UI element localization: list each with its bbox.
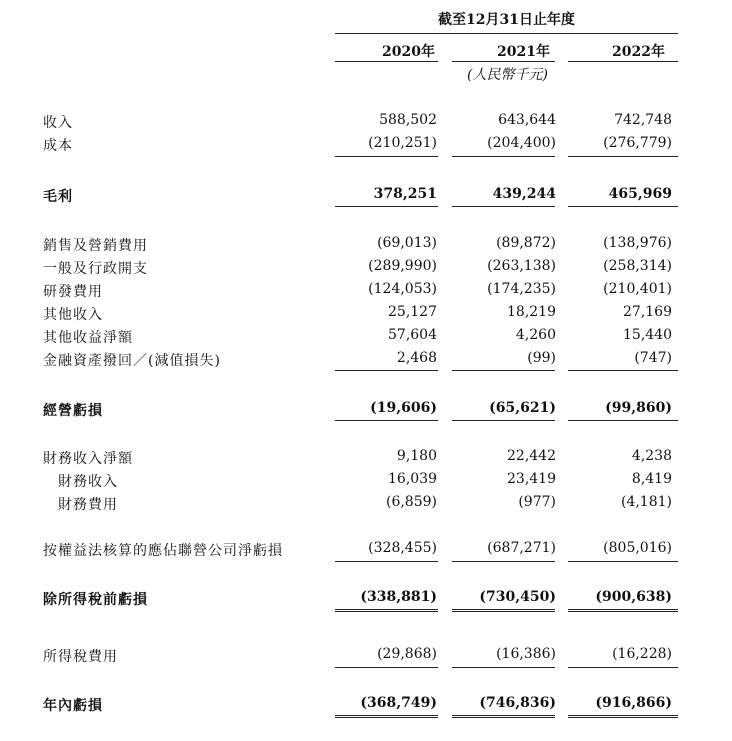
subtotal-rule [335,561,438,562]
total-double-rule [452,609,555,612]
row-value: 18,219 [507,304,556,320]
row-value: (368,749) [360,695,437,711]
row-value: 742,748 [614,112,672,128]
period-header: 截至12月31日止年度 [438,12,575,28]
subtotal-rule [452,206,555,207]
subtotal-rule [335,420,438,421]
row-label-other-gains: 其他收益淨額 [43,330,133,346]
row-value: (210,251) [368,135,437,151]
subtotal-rule [568,561,678,562]
row-value: (805,016) [603,540,672,556]
row-value: 27,169 [623,304,672,320]
row-label-cost: 成本 [43,138,73,154]
total-double-rule [452,715,555,718]
row-label-operating-loss: 經營虧損 [43,403,103,419]
row-value: (204,400) [487,135,556,151]
total-double-rule [335,715,438,718]
row-value: 643,644 [498,112,556,128]
total-double-rule [568,609,678,612]
row-value: 8,419 [631,471,672,487]
year-rule-2022 [568,61,678,62]
row-value: 16,039 [388,471,437,487]
row-label-selling-expenses: 銷售及營銷費用 [43,238,148,254]
row-label-net-finance-income: 財務收入淨額 [43,451,133,467]
row-value: (289,990) [368,258,437,274]
row-value: (900,638) [595,589,672,605]
row-label-impairment: 金融資產撥回／(減值損失) [43,353,221,369]
row-value: (916,866) [595,695,672,711]
row-value: 439,244 [492,186,556,202]
row-value: (328,455) [368,540,437,556]
subtotal-rule [568,420,678,421]
header-rule [335,33,678,34]
row-value: (16,228) [612,646,672,662]
row-value: (6,859) [385,494,437,510]
row-value: (258,314) [603,258,672,274]
subtotal-rule [452,420,555,421]
year-rule-2020 [335,61,438,62]
subtotal-rule [335,206,438,207]
subtotal-rule [452,370,555,371]
subtotal-rule [335,156,438,157]
row-value: (89,872) [496,235,556,251]
row-label-finance-costs: 財務費用 [58,497,118,513]
total-double-rule [335,609,438,612]
row-value: (746,836) [479,695,556,711]
row-value: (16,386) [496,646,556,662]
row-value: (338,881) [360,589,437,605]
subtotal-rule [452,561,555,562]
subtotal-rule [568,156,678,157]
row-value: (99) [527,350,556,366]
row-value: 9,180 [396,448,437,464]
row-value: (19,606) [370,400,437,416]
row-value: 378,251 [373,186,437,202]
row-value: (977) [518,494,556,510]
row-value: 25,127 [388,304,437,320]
row-value: 4,260 [515,327,556,343]
row-value: (29,868) [377,646,437,662]
row-value: 15,440 [623,327,672,343]
row-value: 22,442 [507,448,556,464]
row-value: (276,779) [603,135,672,151]
row-value: (747) [634,350,672,366]
row-value: (730,450) [479,589,556,605]
row-value: 2,468 [396,350,437,366]
row-label-admin-expenses: 一般及行政開支 [43,261,148,277]
row-value: (138,976) [603,235,672,251]
subtotal-rule [335,370,438,371]
row-label-rd-expenses: 研發費用 [43,284,103,300]
subtotal-rule [568,206,678,207]
subtotal-rule [335,667,438,668]
row-label-loss-before-tax: 除所得稅前虧損 [43,592,148,608]
row-label-share-of-associates-loss: 按權益法核算的應佔聯營公司淨虧損 [43,543,283,559]
subtotal-rule [568,370,678,371]
subtotal-rule [452,667,555,668]
year-2020-header: 2020年 [382,44,435,60]
row-value: (263,138) [487,258,556,274]
row-label-other-income: 其他收入 [43,307,103,323]
row-value: (174,235) [487,281,556,297]
year-rule-2021 [452,61,555,62]
row-value: 57,604 [388,327,437,343]
row-value: 4,238 [631,448,672,464]
row-label-gross-profit: 毛利 [43,189,73,205]
total-double-rule [568,715,678,718]
row-value: 588,502 [379,112,437,128]
row-value: (210,401) [603,281,672,297]
row-label-revenue: 收入 [43,115,73,131]
row-value: (687,271) [487,540,556,556]
row-value: 23,419 [507,471,556,487]
row-value: 465,969 [608,186,672,202]
unit-label: (人民幣千元) [467,67,548,83]
row-label-loss-for-year: 年內虧損 [43,698,103,714]
row-label-finance-income: 財務收入 [58,474,118,490]
year-2022-header: 2022年 [612,44,665,60]
row-value: (69,013) [377,235,437,251]
row-value: (124,053) [368,281,437,297]
year-2021-header: 2021年 [497,44,550,60]
row-value: (99,860) [605,400,672,416]
subtotal-rule [452,156,555,157]
row-value: (65,621) [489,400,556,416]
subtotal-rule [568,667,678,668]
row-value: (4,181) [620,494,672,510]
row-label-income-tax: 所得稅費用 [43,649,118,665]
